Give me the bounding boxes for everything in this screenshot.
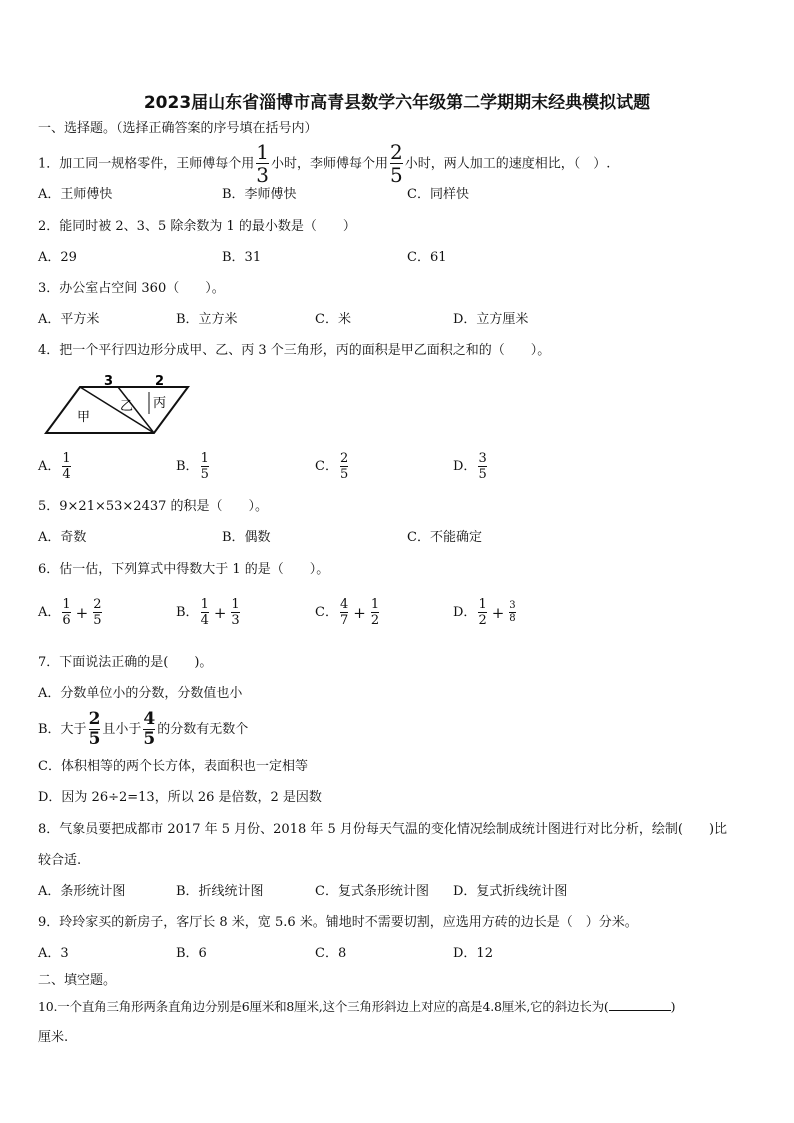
q2-option-a[interactable]: A．29 <box>38 250 77 265</box>
question-5: 5．9×21×53×2437 的积是（ ）。 <box>38 499 269 514</box>
q7-option-a[interactable]: A．分数单位小的分数，分数值也小 <box>38 686 243 701</box>
q3-option-a[interactable]: A．平方米 <box>38 312 100 327</box>
q5-option-c[interactable]: C．不能确定 <box>407 530 482 545</box>
question-10-line-2: 厘米. <box>38 1030 69 1045</box>
figure-label-jia: 甲 <box>77 410 91 425</box>
question-2: 2．能同时被 2、3、5 除余数为 1 的最小数是（ ） <box>38 219 356 234</box>
question-1 <box>38 142 610 186</box>
q8-option-c[interactable]: C．复式条形统计图 <box>315 884 429 899</box>
q4-option-c[interactable]: C． $\frac{2}{5}$ <box>315 451 349 482</box>
q7-option-d[interactable]: D．因为 26÷2=13，所以 26 是倍数，2 是因数 <box>38 790 322 805</box>
q6-option-a[interactable]: A． $\frac{1}{6}$ + $\frac{2}{5}$ <box>38 597 102 628</box>
q3-option-c[interactable]: C．米 <box>315 312 351 327</box>
q1-text-a: 1．加工同一规格零件，王师傅每个用 <box>38 156 255 172</box>
q1-option-b[interactable]: B．李师傅快 <box>222 187 297 202</box>
page-title: 2023届山东省淄博市高青县数学六年级第二学期期末经典模拟试题 <box>143 93 651 113</box>
q2-option-b[interactable]: B．31 <box>222 250 262 265</box>
figure-top-label-3: 3 <box>104 374 114 389</box>
question-3: 3．办公室占空间 360（ ）。 <box>38 281 225 296</box>
q5-option-a[interactable]: A．奇数 <box>38 530 87 545</box>
q6-option-b[interactable]: B． $\frac{1}{4}$ + $\frac{1}{3}$ <box>176 597 240 628</box>
question-4: 4．把一个平行四边形分成甲、乙、丙 3 个三角形，丙的面积是甲乙面积之和的（ ）。 <box>38 343 551 358</box>
q6-option-d[interactable]: D． $\frac{1}{2}$ + $\frac{3}{8}$ <box>453 597 516 628</box>
figure-top-label-2: 2 <box>155 374 165 389</box>
section-heading-fill: 二、填空题。 <box>38 973 117 988</box>
q4-option-b[interactable]: B． $\frac{1}{5}$ <box>176 451 209 482</box>
q8-option-d[interactable]: D．复式折线统计图 <box>453 884 568 899</box>
q2-option-c[interactable]: C．61 <box>407 250 447 265</box>
q9-option-b[interactable]: B．6 <box>176 946 207 961</box>
figure-label-yi: 乙 <box>120 399 134 414</box>
q3-option-d[interactable]: D．立方厘米 <box>453 312 529 327</box>
question-9: 9．玲玲家买的新房子，客厅长 8 米，宽 5.6 米。铺地时不需要切割，应选用方砖的边长是（ ）分米。 <box>38 915 638 930</box>
q1-option-c[interactable]: C．同样快 <box>407 187 469 202</box>
q5-option-b[interactable]: B．偶数 <box>222 530 271 545</box>
question-7: 7．下面说法正确的是( )。 <box>38 655 213 670</box>
section-heading-choice: 一、选择题。（选择正确答案的序号填在括号内） <box>38 121 318 136</box>
q10-answer-blank[interactable] <box>609 998 671 1011</box>
q4-option-d[interactable]: D． $\frac{3}{5}$ <box>453 451 487 482</box>
q1-fraction-1: $\frac{1}{3}$ <box>256 140 270 187</box>
figure-label-bing: 丙 <box>153 396 167 411</box>
q7-option-c[interactable]: C．体积相等的两个长方体，表面积也一定相等 <box>38 759 308 774</box>
q6-option-c[interactable]: C． $\frac{4}{7}$ + $\frac{1}{2}$ <box>315 597 380 628</box>
q1-fraction-2: $\frac{2}{5}$ <box>390 140 403 187</box>
question-10-line-1: 10.一个直角三角形两条直角边分别是6厘米和8厘米,这个三角形斜边上对应的高是4.8厘米,它的斜边长为( ) <box>38 999 676 1014</box>
q1-text-c: 小时，两人加工的速度相比，（ ）. <box>404 156 611 172</box>
q9-option-c[interactable]: C．8 <box>315 946 347 961</box>
question-8-line-1: 8．气象员要把成都市 2017 年 5 月份、2018 年 5 月份每天气温的变化情况绘制成统计图进行对比分析，绘制( )比 <box>38 822 728 837</box>
q9-option-a[interactable]: A．3 <box>38 946 69 961</box>
q8-option-b[interactable]: B．折线统计图 <box>176 884 264 899</box>
parallelogram-figure <box>40 370 195 438</box>
q3-option-b[interactable]: B．立方米 <box>176 312 238 327</box>
q4-option-a[interactable]: A． $\frac{1}{4}$ <box>38 451 71 482</box>
q1-text-b: 小时，李师傅每个用 <box>271 156 389 172</box>
question-6: 6．估一估，下列算式中得数大于 1 的是（ ）。 <box>38 562 330 577</box>
q9-option-d[interactable]: D．12 <box>453 946 493 961</box>
q1-option-a[interactable]: A．王师傅快 <box>38 187 113 202</box>
q8-option-a[interactable]: A．条形统计图 <box>38 884 126 899</box>
question-8-line-2: 较合适. <box>38 853 82 868</box>
q7-option-b[interactable]: B．大于 $\frac{2}{5}$ 且小于 $\frac{4}{5}$ 的分数有无数个 <box>38 708 249 749</box>
